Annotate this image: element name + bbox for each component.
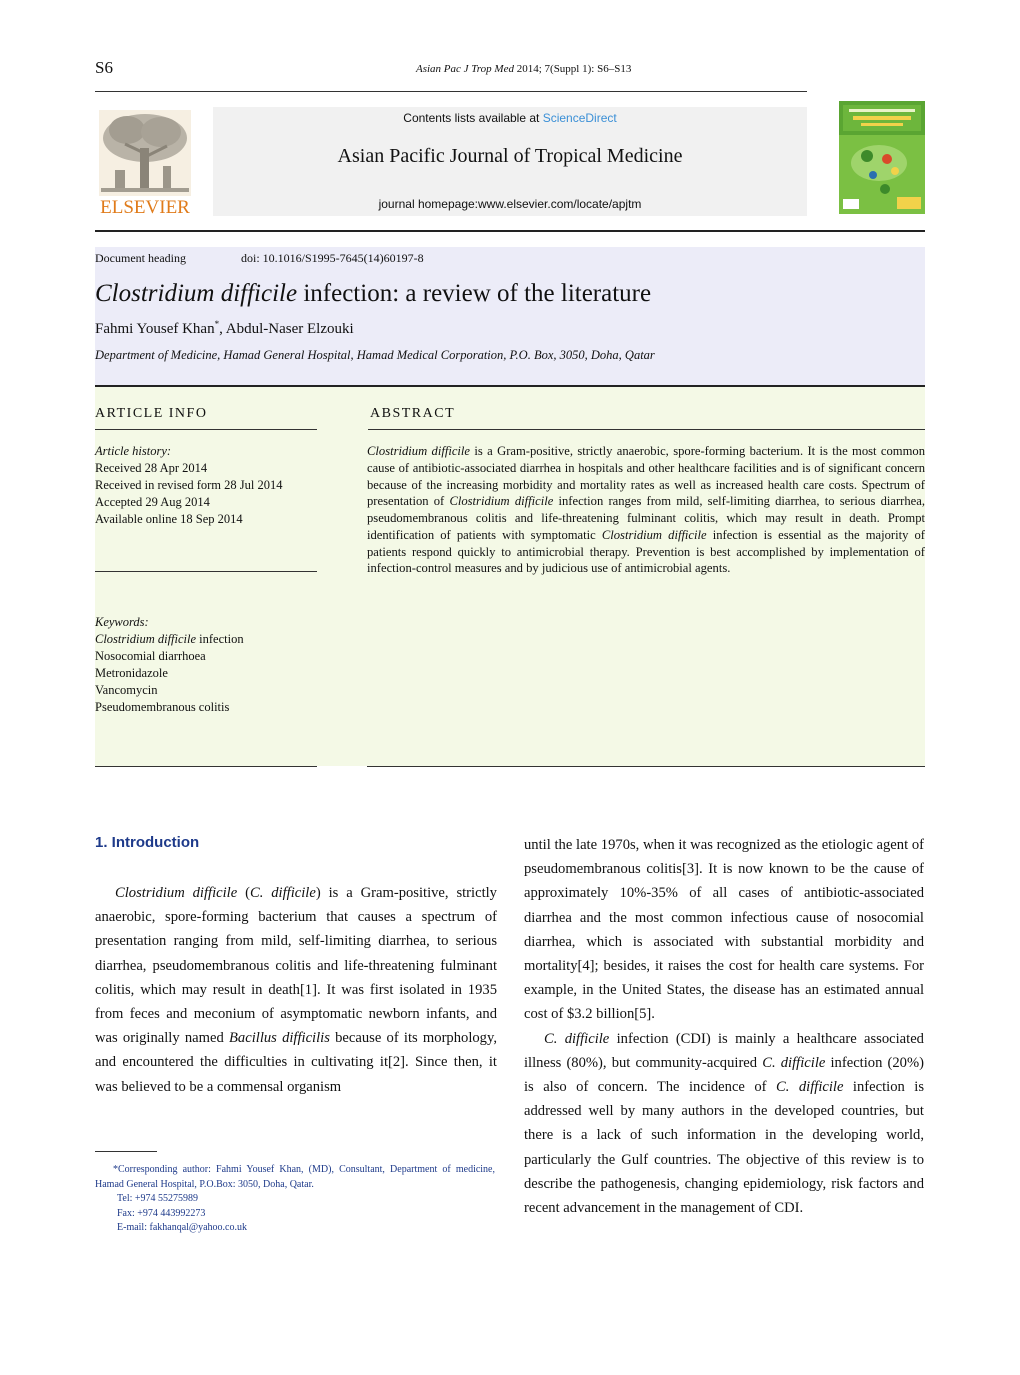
contents-line <box>213 111 807 125</box>
body-right-column <box>524 833 924 1220</box>
article-title <box>95 280 651 308</box>
body-span: infection (CDI) is mainly a healthcare associated illness (80%), but community-acquired <box>524 1030 924 1071</box>
footnote-fax: Fax: +974 443992273 <box>117 1207 206 1219</box>
keyword-item <box>95 631 244 648</box>
body-left-column <box>95 881 497 1099</box>
abstract-bottom-rule <box>367 766 925 767</box>
body-span: infection (20%) is also of concern. The incidence of <box>524 1054 924 1096</box>
footnote-tel: Tel: +974 55275989 <box>117 1193 199 1205</box>
abstract-italic: Clostridium difficile <box>449 494 554 509</box>
intro-paragraph-2 <box>524 1027 924 1221</box>
body-span: because of its morphology, and encountered the difficulties in cultivating it[2]. Since then, it was believed to be a commensal organism <box>95 1030 497 1095</box>
body-italic: C. difficile <box>776 1079 844 1096</box>
journal-homepage-link[interactable]: journal homepage:www.elsevier.com/locate/apjtm <box>378 197 642 211</box>
doi: doi: 10.1016/S1995-7645(14)60197-8 <box>241 251 424 265</box>
history-item: Received in revised form 28 Jul 2014 <box>95 478 283 492</box>
author-2: , Abdul-Naser Elzouki <box>219 321 354 337</box>
footnote-email: E-mail: fakhanqal@yahoo.co.uk <box>117 1222 247 1234</box>
running-head-journal: Asian Pac J Trop Med <box>416 63 514 75</box>
body-italic: C. difficile <box>762 1054 826 1071</box>
keyword-rest: infection <box>196 632 244 646</box>
article-info-rule <box>95 429 317 430</box>
sciencedirect-link[interactable]: ScienceDirect <box>542 111 617 125</box>
abstract-label: ABSTRACT <box>370 406 456 421</box>
footnote-rule <box>95 1151 157 1152</box>
abstract-italic: Clostridium difficile <box>367 444 471 458</box>
history-item: Accepted 29 Aug 2014 <box>95 495 210 509</box>
elsevier-wordmark: ELSEVIER <box>100 197 190 218</box>
intro-paragraph-1 <box>95 881 497 1099</box>
history-item: Available online 18 Sep 2014 <box>95 512 243 526</box>
body-span: infection is addressed well by many authors in the developed countries, but there is a lack of such information in the developing world, particularly the Gulf countries. The objective of this review is to describe the pathogenesis, changing epidemiology, risk factors and recent advancement in the management of CDI. <box>524 1079 924 1217</box>
abstract-span: infection is essential as the majority of patients respond quickly to antimicrobial therapy. Prevention is best accomplished by implementation of infection-control measures and by judicious use of antimicrobial agents. <box>367 527 925 576</box>
affiliation: Department of Medicine, Hamad General Hospital, Hamad Medical Corporation, P.O. Box, 3050, Doha, Qatar <box>95 348 655 362</box>
banner-rule <box>95 230 925 232</box>
keyword-item: Pseudomembranous colitis <box>95 700 230 714</box>
header-rule <box>95 91 807 92</box>
body-italic: Clostridium difficile <box>115 885 238 901</box>
abstract-text <box>367 443 925 577</box>
journal-banner <box>213 107 807 216</box>
abstract-rule <box>368 429 925 430</box>
history-rule <box>95 571 317 572</box>
body-italic: C. difficile <box>249 885 316 901</box>
abstract-italic: Clostridium difficile <box>601 527 707 542</box>
article-title-rest: infection: a review of the literature <box>297 280 652 307</box>
body-span: ( <box>237 885 250 901</box>
keyword-item: Metronidazole <box>95 666 168 680</box>
history-label: Article history: <box>95 444 172 458</box>
body-italic: Bacillus difficilis <box>229 1030 330 1047</box>
intro-paragraph-1-continued: until the late 1970s, when it was recognized as the etiologic agent of pseudomembranous colitis[3]. It is now known to be the cause of approximately 10%-35% of all cases of antibiotic-associated diarrhea and the most common infectious cause of nosocomial diarrhea, which is associated with substantial morbidity and mortality[4]; besides, it raises the cost for health care systems. For example, in the United States, the disease has an estimated annual cost of $3.2 billion[5]. <box>524 837 924 1023</box>
abstract-span: is a Gram-positive, strictly anaerobic, spore-forming bacterium. It is the most common cause of antibiotic-associated diarrhea in hospitals and other healthcare facilities and is of significant concern because of the increasing morbidity and mortality rates as well as increased health care costs. Spectrum of presentation of <box>367 444 925 509</box>
journal-cover-image <box>839 101 925 214</box>
running-head-citation: 2014; 7(Suppl 1): S6–S13 <box>513 63 632 75</box>
article-history <box>95 443 282 528</box>
keywords <box>95 614 244 716</box>
corresponding-mark: * <box>214 319 220 329</box>
footnote <box>95 1163 495 1236</box>
body-span: ) is a Gram-positive, strictly anaerobic, spore-forming bacterium that causes a spectrum of presentation ranging from mild, self-limiting diarrhea, to serious diarrhea, pseudomembranous colitis and life-threatening fulminant colitis, which may result in death[1]. It was first isolated in 1935 from feces and meconium of asymptomatic newborn infants, and was originally named <box>95 885 497 1047</box>
article-info-label: ARTICLE INFO <box>95 406 208 421</box>
keyword-italic: Clostridium difficile <box>95 632 197 646</box>
article-info-block <box>95 387 925 766</box>
keywords-label: Keywords: <box>95 615 149 629</box>
corresponding-author-note: *Corresponding author: Fahmi Yousef Khan, (MD), Consultant, Department of medicine, Hamad General Hospital, P.O.Box: 3050, Doha, Qatar. <box>95 1164 495 1190</box>
keyword-item: Nosocomial diarrhoea <box>95 649 206 663</box>
article-title-italic: Clostridium difficile <box>95 280 298 307</box>
section-heading-introduction: 1. Introduction <box>95 834 200 851</box>
history-item: Received 28 Apr 2014 <box>95 461 208 475</box>
abstract-span: infection ranges from mild, self-limiting diarrhea, to serious diarrhea, pseudomembranous colitis and life-threatening fulminant colitis, which may result in death. Prompt identification of patients with symptomatic <box>367 494 925 542</box>
authors <box>95 319 354 338</box>
journal-title: Asian Pacific Journal of Tropical Medicine <box>337 145 683 167</box>
article-info-bottom-rule <box>95 766 317 767</box>
document-heading: Document heading <box>95 251 186 265</box>
body-italic: C. difficile <box>544 1030 610 1047</box>
running-head <box>416 63 631 75</box>
elsevier-logo <box>95 108 195 218</box>
keyword-item: Vancomycin <box>95 683 158 697</box>
contents-prefix: Contents lists available at <box>403 111 543 125</box>
title-block <box>95 247 925 385</box>
page-number: S6 <box>95 58 113 77</box>
author-1: Fahmi Yousef Khan <box>95 321 215 337</box>
